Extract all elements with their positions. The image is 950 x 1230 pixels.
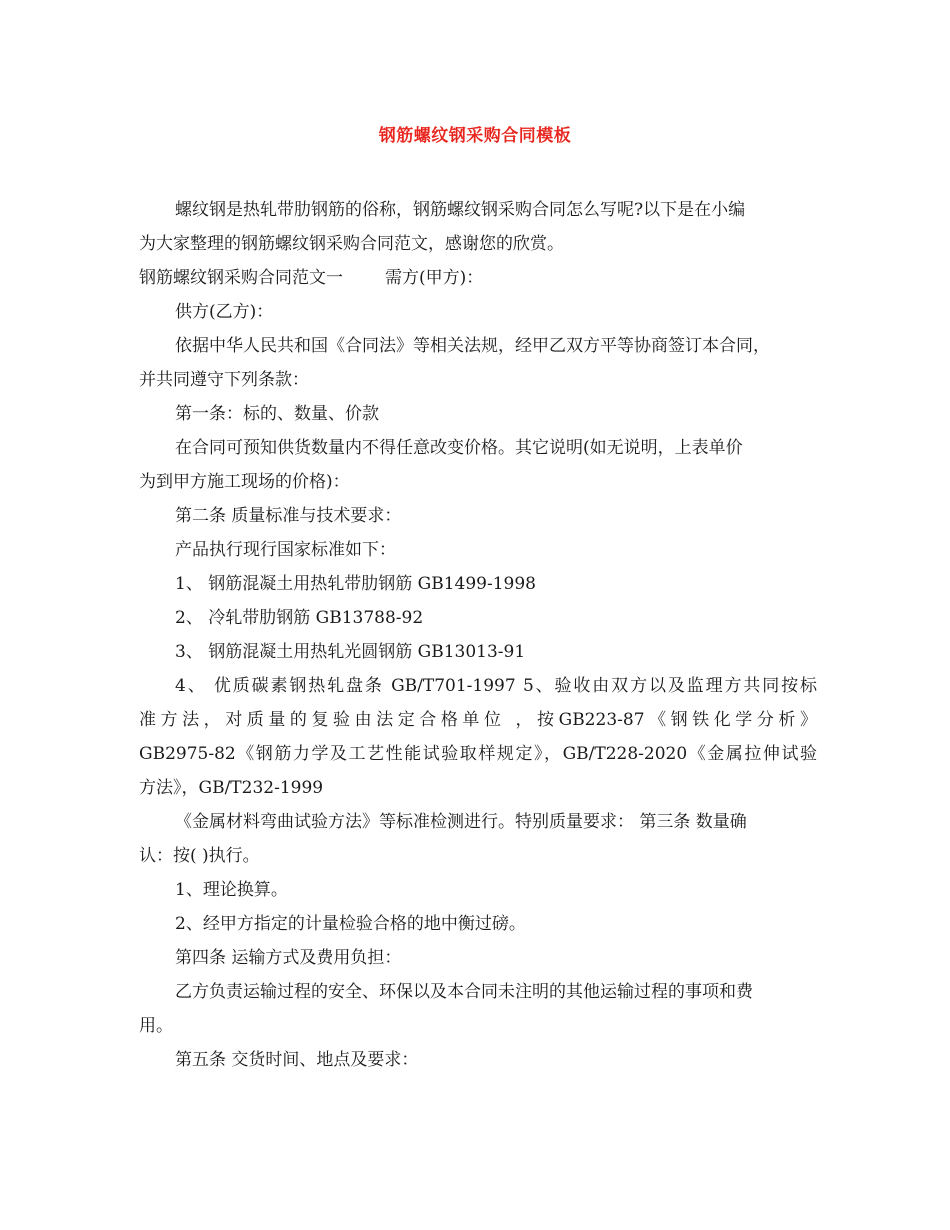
paragraph-line: 《金属材料弯曲试验方法》等标准检测进行。特别质量要求： 第三条 数量确 (175, 812, 747, 832)
clause-heading: 第二条 质量标准与技术要求： (175, 506, 402, 526)
list-item: 1、理论换算。 (175, 880, 288, 900)
list-item: 2、经甲方指定的计量检验合格的地中衡过磅。 (175, 914, 526, 934)
clause-heading: 第五条 交货时间、地点及要求： (175, 1050, 419, 1070)
document-title: 钢筋螺纹钢采购合同模板 (378, 126, 572, 146)
section-heading: 钢筋螺纹钢采购合同范文一 (139, 268, 343, 288)
clause-heading: 第一条：标的、数量、价款 (175, 404, 379, 424)
paragraph-line: 并共同遵守下列条款： (139, 370, 309, 390)
buyer-label: 需方(甲方)： (385, 268, 484, 288)
paragraph-line: 依据中华人民共和国《合同法》等相关法规，经甲乙双方平等协商签订本合同， (175, 336, 770, 356)
paragraph-line: 为大家整理的钢筋螺纹钢采购合同范文，感谢您的欣赏。 (139, 234, 564, 254)
seller-label: 供方(乙方)： (175, 302, 274, 322)
paragraph-line: 螺纹钢是热轧带肋钢筋的俗称，钢筋螺纹钢采购合同怎么写呢?以下是在小编 (175, 200, 746, 220)
paragraph-line: GB2975-82《钢筋力学及工艺性能试验取样规定》，GB/T228-2020《金属拉伸试验 (139, 744, 817, 764)
paragraph-line: 在合同可预知供货数量内不得任意改变价格。其它说明(如无说明，上表单价 (175, 438, 743, 458)
list-item: 1、 钢筋混凝土用热轧带肋钢筋 GB1499-1998 (175, 574, 536, 594)
paragraph-line: 认：按( )执行。 (139, 846, 260, 866)
document-body (139, 193, 817, 1077)
paragraph-line: 产品执行现行国家标准如下： (175, 540, 396, 560)
paragraph-line: 用。 (139, 1016, 173, 1036)
paragraph-line: 方法》，GB/T232-1999 (139, 778, 324, 798)
list-item: 2、 冷轧带肋钢筋 GB13788-92 (175, 608, 424, 628)
paragraph-line (139, 261, 817, 295)
paragraph-line: 准方法，对质量的复验由法定合格单位 ，按GB223-87《钢铁化学分析》 (139, 710, 817, 730)
clause-heading: 第四条 运输方式及费用负担： (175, 948, 402, 968)
paragraph-line: 为到甲方施工现场的价格)： (139, 472, 350, 492)
list-item: 4、 优质碳素钢热轧盘条 GB/T701-1997 5、验收由双方以及监理方共同按标 (175, 676, 817, 696)
paragraph-line: 乙方负责运输过程的安全、环保以及本合同未注明的其他运输过程的事项和费 (175, 982, 753, 1002)
list-item: 3、 钢筋混凝土用热轧光圆钢筋 GB13013-91 (175, 642, 526, 662)
